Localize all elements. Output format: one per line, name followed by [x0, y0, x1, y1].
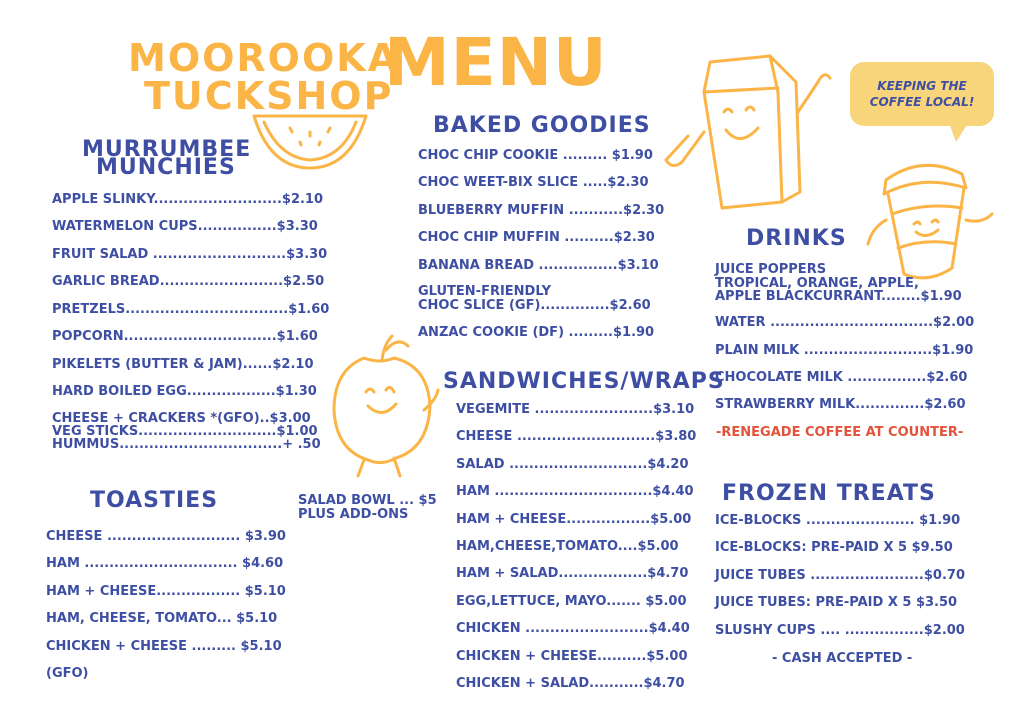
- list-item: PRETZELS.................................$1.60: [52, 302, 330, 317]
- list-item: CHOCOLATE MILK ................$2.60: [715, 370, 968, 385]
- list-item: POPCORN...............................$1.60: [52, 329, 318, 344]
- list-item: EGG,LETTUCE, MAYO....... $5.00: [456, 594, 687, 609]
- title-menu: MENU: [384, 24, 608, 101]
- list-item: JUICE TUBES .......................$0.70: [715, 568, 965, 583]
- list-item: BLUEBERRY MUFFIN ...........$2.30: [418, 203, 665, 218]
- list-item: VEGEMITE ........................$3.10: [456, 402, 695, 417]
- list-item: CHOC CHIP MUFFIN ..........$2.30: [418, 230, 655, 245]
- murrumbee-heading-line1: MURRUMBEE: [82, 137, 252, 162]
- list-item: PLAIN MILK ..........................$1.90: [715, 343, 974, 358]
- list-item: CHEESE ........................... $3.90: [46, 529, 286, 544]
- toasties-heading: TOASTIES: [90, 488, 219, 513]
- list-item: CHOC CHIP COOKIE ......... $1.90: [418, 148, 653, 163]
- list-item: JUICE POPPERS TROPICAL, ORANGE, APPLE, APPLE BLACKCURRANT........$1.90: [715, 262, 962, 304]
- drinks-list: [715, 263, 985, 423]
- list-item: BANANA BREAD ................$3.10: [418, 258, 659, 273]
- sandwiches-heading: SANDWICHES/WRAPS: [443, 369, 725, 394]
- list-item: CHEESE + CRACKERS *(GFO)..$3.00 VEG STICKS............................$1.00 HUMMUS.................................+ .50: [52, 411, 321, 452]
- apple-character-icon: [324, 330, 444, 480]
- speech-bubble-tail: [948, 120, 970, 142]
- list-item: CHICKEN + CHEESE..........$5.00: [456, 649, 688, 664]
- toasties-list: [46, 530, 296, 690]
- list-item: ICE-BLOCKS: PRE-PAID X 5 $9.50: [715, 540, 953, 555]
- list-item: CHEESE ............................$3.80: [456, 429, 697, 444]
- list-item: GLUTEN-FRIENDLY CHOC SLICE (GF)..............$2.60: [418, 284, 651, 313]
- list-item: HAM + SALAD..................$4.70: [456, 566, 689, 581]
- title-tuckshop: TUCKSHOP: [144, 74, 394, 118]
- list-item: HAM,CHEESE,TOMATO....$5.00: [456, 539, 679, 554]
- frozen-treats-heading: FROZEN TREATS: [722, 481, 936, 506]
- list-item: (GFO): [46, 666, 89, 681]
- baked-goodies-heading: BAKED GOODIES: [433, 113, 651, 138]
- murrumbee-list: [52, 193, 332, 463]
- list-item: CHICKEN .........................$4.40: [456, 621, 690, 636]
- list-item: HAM + CHEESE................. $5.10: [46, 584, 286, 599]
- list-item: ICE-BLOCKS ...................... $1.90: [715, 513, 961, 528]
- list-item: CHOC WEET-BIX SLICE .....$2.30: [418, 175, 649, 190]
- list-item: CHICKEN + CHEESE ......... $5.10: [46, 639, 282, 654]
- sandwiches-list: [456, 403, 706, 703]
- list-item: WATER .................................$2.00: [715, 315, 975, 330]
- speech-bubble-text: KEEPING THE COFFEE LOCAL!: [869, 79, 975, 109]
- title-moorooka: MOOROOKA: [128, 36, 400, 80]
- list-item: HAM ................................$4.40: [456, 484, 694, 499]
- list-item: GARLIC BREAD.........................$2.50: [52, 274, 325, 289]
- list-item: APPLE SLINKY..........................$2.10: [52, 192, 324, 207]
- list-item: WATERMELON CUPS................$3.30: [52, 219, 318, 234]
- list-item: HAM, CHEESE, TOMATO... $5.10: [46, 611, 278, 626]
- list-item: JUICE TUBES: PRE-PAID X 5 $3.50: [715, 595, 958, 610]
- frozen-treats-list: [715, 514, 985, 644]
- cash-accepted-note: - CASH ACCEPTED -: [772, 651, 913, 666]
- list-item: HARD BOILED EGG..................$1.30: [52, 384, 317, 399]
- list-item: SLUSHY CUPS .... ................$2.00: [715, 623, 965, 638]
- list-item: FRUIT SALAD ...........................$3.30: [52, 247, 328, 262]
- list-item: ANZAC COOKIE (DF) .........$1.90: [418, 325, 655, 340]
- list-item: HAM + CHEESE.................$5.00: [456, 512, 692, 527]
- drinks-heading: DRINKS: [746, 226, 847, 251]
- list-item: HAM ............................... $4.60: [46, 556, 284, 571]
- list-item: SALAD ............................$4.20: [456, 457, 689, 472]
- salad-bowl-note: SALAD BOWL ... $5 PLUS ADD-ONS: [298, 493, 437, 522]
- murrumbee-heading-line2: MUNCHIES: [96, 155, 236, 180]
- renegade-coffee-note: -RENEGADE COFFEE AT COUNTER-: [716, 425, 964, 440]
- watermelon-slice-icon: [250, 112, 370, 172]
- list-item: PIKELETS (BUTTER & JAM)......$2.10: [52, 357, 314, 372]
- list-item: STRAWBERRY MILK..............$2.60: [715, 397, 966, 412]
- list-item: CHICKEN + SALAD...........$4.70: [456, 676, 685, 691]
- baked-goodies-list: [418, 149, 688, 349]
